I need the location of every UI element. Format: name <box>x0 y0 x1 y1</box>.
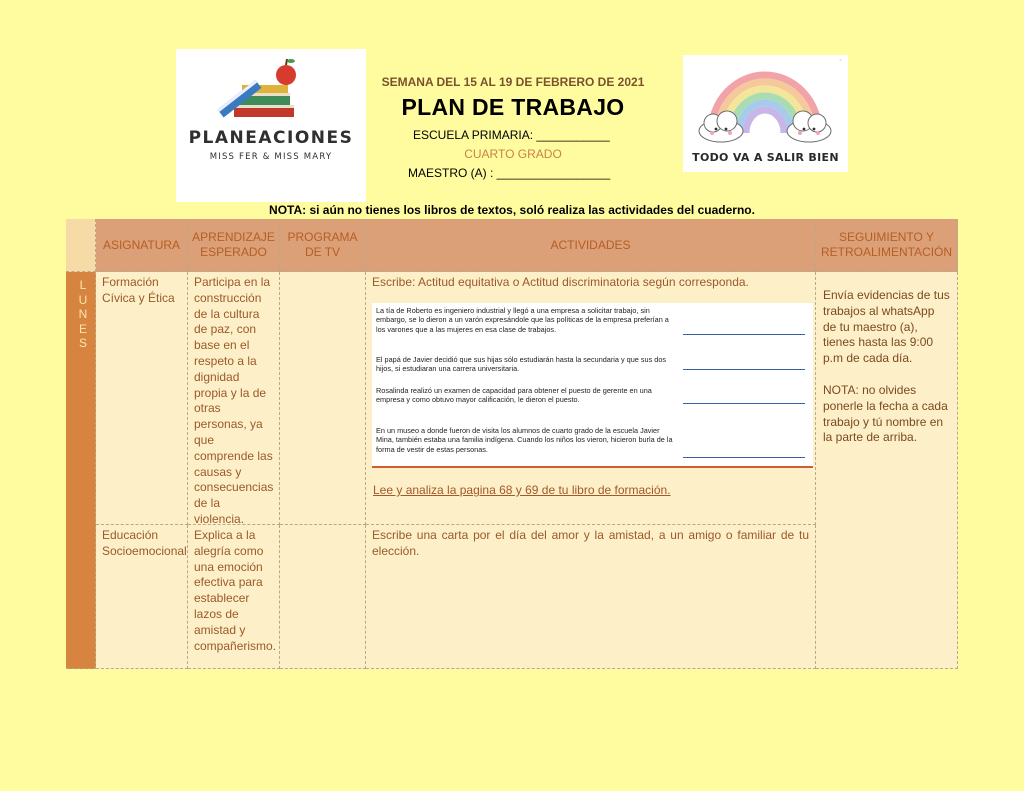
header-blank-cell <box>66 219 96 272</box>
day-letter: N <box>78 307 88 321</box>
logo-slogan: TODO VA A SALIR BIEN <box>692 151 839 164</box>
followup-cell <box>816 272 958 669</box>
answer-line-1 <box>683 334 805 335</box>
followup-instructions: Envía evidencias de tus trabajos al whatsApp de tu maestro (a), tienes hasta las 9:00 p.m de cada día. <box>823 288 950 366</box>
header-followup: SEGUIMIENTO Y RETROALIMENTACIÓN <box>816 219 958 272</box>
row2-subject: Educación Socioemocional <box>96 525 188 669</box>
followup-note: NOTA: no olvides ponerle la fecha a cada trabajo y tú nombre en la parte de arriba. <box>823 382 948 445</box>
week-range: SEMANA DEL 15 AL 19 DE FEBRERO DE 2021 <box>381 75 645 89</box>
row1-subject: Formación Cívica y Ética <box>96 272 188 525</box>
day-letter: S <box>78 336 87 350</box>
row1-tv-program <box>280 272 366 525</box>
worksheet-image <box>372 303 813 468</box>
worksheet-item-1: La tía de Roberto es ingeniero industrial y llegó a una empresa a solicitar trabajo, sin embargo, se lo dieron a un varón expresándole que las políticas de la empresa preferían a los varones que a las mujeres en esa clase de trabajos. <box>376 306 669 334</box>
header-tv-program: PROGRAMA DE TV <box>280 219 366 272</box>
answer-line-3 <box>683 403 805 404</box>
rainbow-logo <box>683 55 848 172</box>
day-letter: U <box>78 292 88 307</box>
planeaciones-logo <box>176 49 366 202</box>
row2-learning: Explica a la alegría como una emoción efectiva para establecer lazos de amistad y compañerismo. <box>188 525 280 669</box>
worksheet-item-3: Rosalinda realizó un examen de capacidad para obtener el puesto de gerente en una empresa y como obtuvo mayor calificación, le dieron el puesto. <box>376 386 652 405</box>
watermark-icon: ~ <box>839 58 842 64</box>
header-subject: ASIGNATURA <box>96 219 188 272</box>
page-title: PLAN DE TRABAJO <box>401 94 625 120</box>
grade-label: CUARTO GRADO <box>464 147 562 161</box>
worksheet-item-2: El papá de Javier decidió que sus hijas sólo estudiarán hasta la secundaria y que sus dos hijos, si estudiaran una carrera universitaria. <box>376 355 667 374</box>
row1-activity-instruction: Escribe: Actitud equitativa o Actitud discriminatoria según corresponda. <box>372 275 749 289</box>
rainbow-icon <box>683 55 848 150</box>
day-label <box>78 278 88 351</box>
day-column <box>66 272 96 669</box>
worksheet-item-4: En un museo a donde fueron de visita los alumnos de cuarto grado de la escuela Javier Mina, también estaba una familia indígena. Cuando los niños los vieron, hicieron burla de la forma de vestir de estas personas. <box>376 426 673 454</box>
school-field: ESCUELA PRIMARIA: ___________ <box>413 128 610 142</box>
textbook-link[interactable]: Lee y analiza la pagina 68 y 69 de tu libro de formación. <box>373 483 671 497</box>
header-learning: APRENDIZAJE ESPERADO <box>188 219 280 272</box>
logo-subtitle: MISS FER & MISS MARY <box>209 152 333 162</box>
row2-tv-program <box>280 525 366 669</box>
answer-line-4 <box>683 457 805 458</box>
books-apple-icon <box>176 49 366 129</box>
logo-brand-text: PLANEACIONES <box>188 128 354 148</box>
day-letter: L <box>79 278 87 292</box>
row1-learning: Participa en la construcción de la cultura de paz, con base en el respeto a la dignidad propia y la de otras personas, ya que comprende las causas y consecuencias de la violencia. <box>188 272 280 525</box>
row2-activity: Escribe una carta por el día del amor y la amistad, a un amigo o familiar de tu elección. <box>366 525 816 669</box>
teacher-field: MAESTRO (A) : _________________ <box>408 166 611 180</box>
header-activities: ACTIVIDADES <box>366 219 816 272</box>
answer-line-2 <box>683 369 805 370</box>
note-text: NOTA: si aún no tienes los libros de textos, soló realiza las actividades del cuaderno. <box>269 203 755 217</box>
day-letter: E <box>78 321 87 336</box>
